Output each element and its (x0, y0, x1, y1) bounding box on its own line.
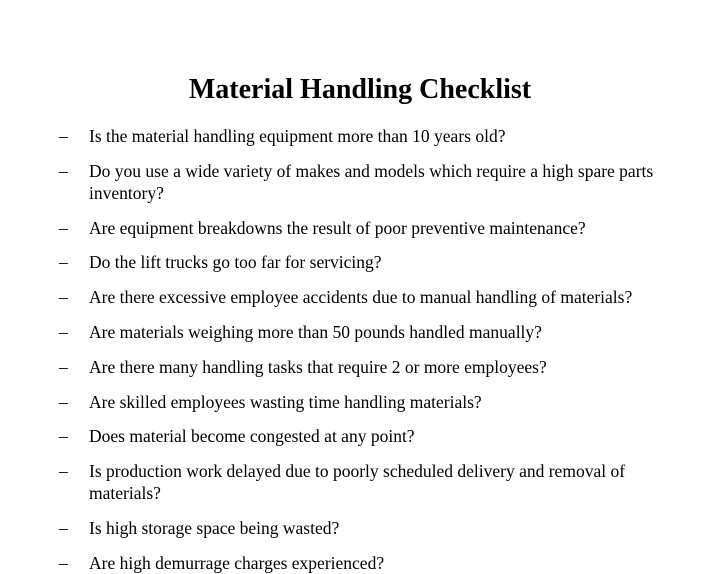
list-item (56, 460, 696, 504)
checklist-item-text: Do the lift trucks go too far for servicing? (89, 252, 382, 273)
dash-bullet-icon: – (59, 252, 68, 273)
checklist-item-text: Are skilled employees wasting time handling materials? (89, 391, 482, 412)
checklist-item-text: Are there many handling tasks that require 2 or more employees? (89, 356, 547, 377)
dash-bullet-icon: – (59, 461, 68, 482)
checklist-item-text: Are there excessive employee accidents due to manual handling of materials? (89, 287, 633, 308)
list-item (56, 552, 696, 574)
list-item (56, 321, 696, 343)
dash-bullet-icon: – (59, 517, 68, 538)
dash-bullet-icon: – (59, 356, 68, 377)
list-item (56, 251, 696, 273)
checklist-item-text: Do you use a wide variety of makes and models which require a high spare parts inventory? (89, 160, 654, 203)
checklist-item-text: Is production work delayed due to poorly scheduled delivery and removal of materials? (89, 461, 626, 504)
checklist-item-text: Are materials weighing more than 50 pounds handled manually? (89, 321, 542, 342)
dash-bullet-icon: – (59, 126, 68, 146)
page-title: Material Handling Checklist (188, 74, 532, 105)
dash-bullet-icon: – (59, 426, 68, 447)
list-item (56, 425, 696, 447)
list-item (56, 356, 696, 378)
list-item (56, 517, 696, 539)
checklist-item-text: Is high storage space being wasted? (89, 517, 340, 538)
checklist (56, 125, 696, 574)
dash-bullet-icon: – (59, 160, 68, 181)
checklist-item-text: Does material become congested at any point? (89, 426, 415, 447)
checklist-item-text: Are high demurrage charges experienced? (89, 552, 385, 573)
list-item (56, 391, 696, 413)
dash-bullet-icon: – (59, 217, 68, 238)
dash-bullet-icon: – (59, 287, 68, 308)
list-item (56, 286, 696, 308)
list-item (56, 160, 696, 204)
dash-bullet-icon: – (59, 321, 68, 342)
checklist-item-text: Are equipment breakdowns the result of poor preventive maintenance? (89, 217, 586, 238)
checklist-item-text: Is the material handling equipment more than 10 years old? (89, 126, 506, 146)
dash-bullet-icon: – (59, 391, 68, 412)
dash-bullet-icon: – (59, 552, 68, 573)
list-item (56, 217, 696, 239)
list-item (56, 125, 696, 147)
